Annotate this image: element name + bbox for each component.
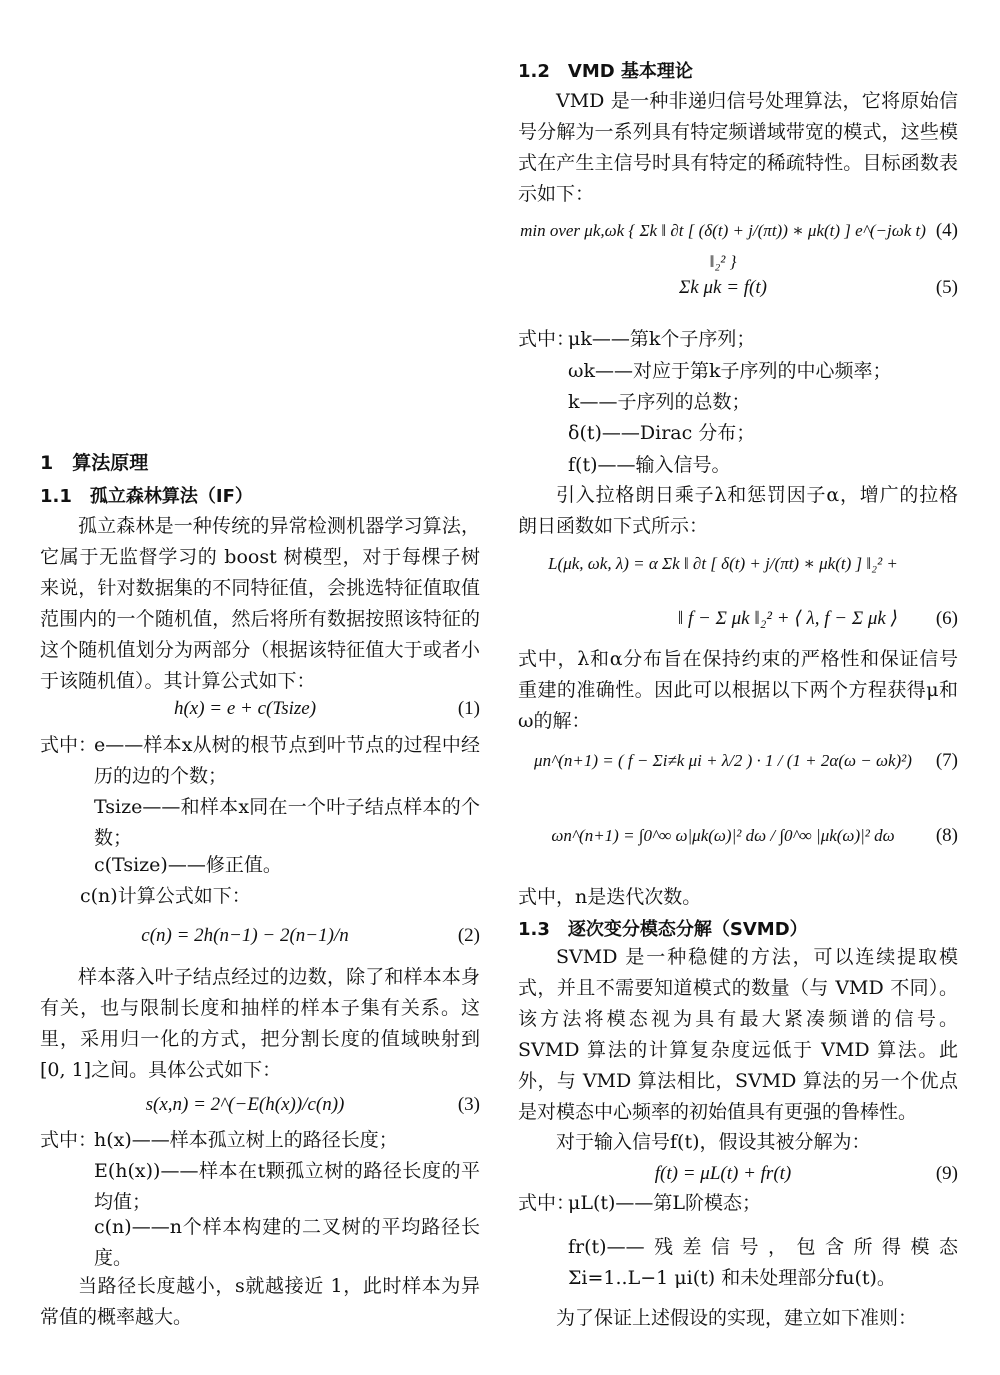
definition-item: E(h(x))——样本在t颗孤立树的路径长度的平均值； xyxy=(94,1160,480,1213)
section-heading-1-1: 1.1 孤立森林算法（IF） xyxy=(40,486,253,507)
equation-5 xyxy=(518,272,958,312)
definition-item: f(t)——输入信号。 xyxy=(568,454,731,476)
equation-6-number: (6) xyxy=(935,608,958,629)
equation-3 xyxy=(40,1089,480,1129)
equation-7-number: (7) xyxy=(935,750,958,771)
where-label: 式中： xyxy=(40,1129,98,1151)
equation-4-number: (4) xyxy=(935,220,958,241)
equation-2 xyxy=(40,920,480,960)
where-label: 式中： xyxy=(518,1192,576,1214)
paragraph-lagrangian: 引入拉格朗日乘子λ和惩罚因子α，增广的拉格朗日函数如下式所示： xyxy=(518,484,958,537)
definition-item: δ(t)——Dirac 分布； xyxy=(568,422,756,444)
definition-item: c(n)——n个样本构建的二叉树的平均路径长度。 xyxy=(94,1216,480,1269)
equation-2-body: c(n) = 2h(n−1) − 2(n−1)/n xyxy=(141,925,349,946)
equation-6-line-1 xyxy=(518,548,958,588)
paragraph-if-intro: 孤立森林是一种传统的异常检测机器学习算法，它属于无监督学习的 boost 树模型，对于每棵子树来说，针对数据集的不同特征值，会挑选特征值取值范围内的一个随机值，然后将所有数据按照该特征的这个随机值划分为两部分（根据该特征值大于或者小于该随机值）。其计算公式如下： xyxy=(40,515,480,692)
iteration-note: 式中，n是迭代次数。 xyxy=(518,886,702,908)
equation-1 xyxy=(40,693,480,733)
definition-item: c(Tsize)——修正值。 xyxy=(94,854,282,876)
section-heading-1-2: 1.2 VMD 基本理论 xyxy=(518,61,693,82)
equation-8-number: (8) xyxy=(935,825,958,846)
equation-3-body: s(x,n) = 2^(−E(h(x))/c(n)) xyxy=(145,1094,345,1115)
equation-6 xyxy=(518,603,958,643)
paragraph-normalization: 样本落入叶子结点经过的边数，除了和样本本身有关，也与限制长度和抽样的样本子集有关系。这里，采用归一化的方式，把分割长度的值域映射到[0, 1]之间。具体公式如下： xyxy=(40,966,480,1081)
equation-8 xyxy=(518,820,958,864)
equation-8-body: ωn^(n+1) = ∫0^∞ ω|μk(ω)|² dω / ∫0^∞ |μk(ω)|² dω xyxy=(551,826,895,845)
paragraph-input-signal: 对于输入信号f(t)，假设其被分解为： xyxy=(556,1131,871,1153)
equation-1-body: h(x) = e + c(Tsize) xyxy=(173,698,317,719)
equation-2-number: (2) xyxy=(457,925,480,946)
equation-4 xyxy=(518,215,958,271)
paragraph-conclusion: 当路径长度越小，s就越接近 1，此时样本为异常值的概率越大。 xyxy=(40,1275,480,1328)
paragraph-constraints: 式中，λ和α分布旨在保持约束的严格性和保证信号重建的准确性。因此可以根据以下两个方程获得μ和ω的解： xyxy=(518,648,958,732)
paragraph-vmd-intro: VMD 是一种非递归信号处理算法，它将原始信号分解为一系列具有特定频谱域带宽的模式，这些模式在产生主信号时具有特定的稀疏特性。目标函数表示如下： xyxy=(518,90,958,205)
where-label: 式中： xyxy=(518,328,576,350)
definition-item: fr(t)——残差信号，包含所得模态 Σi=1..L−1 μi(t) 和未处理部分fu(t)。 xyxy=(568,1236,958,1289)
equation-7 xyxy=(518,745,958,789)
equation-6a-body: L(μk, ωk, λ) = α Σk ‖ ∂t [ δ(t) + j/(πt) ∗ μk(t) ] ‖₂² + xyxy=(548,554,898,573)
definition-item: e——样本x从树的根节点到叶节点的过程中经历的边的个数； xyxy=(94,734,480,787)
equation-6b-body: ‖ f − Σ μk ‖₂² + ⟨ λ, f − Σ μk ⟩ xyxy=(677,608,898,629)
definition-item: h(x)——样本孤立树上的路径长度； xyxy=(94,1129,398,1151)
equation-9-number: (9) xyxy=(935,1163,958,1184)
cn-intro-text: c(n)计算公式如下： xyxy=(80,885,251,907)
equation-4-body: min over μk,ωk { Σk ‖ ∂t [ (δ(t) + j/(πt)) ∗ μk(t) ] e^(−jωk t) ‖₂² } xyxy=(520,221,926,271)
equation-5-number: (5) xyxy=(935,277,958,298)
section-heading-1: 1 算法原理 xyxy=(40,452,149,474)
paragraph-criteria: 为了保证上述假设的实现，建立如下准则： xyxy=(556,1307,918,1329)
definition-item: Tsize——和样本x同在一个叶子结点样本的个数； xyxy=(94,796,480,849)
where-label: 式中： xyxy=(40,734,98,756)
definition-item: μL(t)——第L阶模态； xyxy=(568,1192,762,1214)
definition-item: μk——第k个子序列； xyxy=(568,328,756,350)
definition-item: k——子序列的总数； xyxy=(568,391,751,413)
paragraph-svmd-intro: SVMD 是一种稳健的方法，可以连续提取模式，并且不需要知道模式的数量（与 VMD 不同）。该方法将模态视为具有最大紧凑频谱的信号。SVMD 算法的计算复杂度远低于 VMD 算法。此外，与 VMD 算法相比，SVMD 算法的另一个优点是对模态中心频率的初始值具有更强的鲁棒性。 xyxy=(518,946,958,1123)
equation-1-number: (1) xyxy=(457,698,480,719)
section-heading-1-3: 1.3 逐次变分模态分解（SVMD） xyxy=(518,919,808,940)
equation-7-body: μn^(n+1) = ( f − Σi≠k μi + λ/2 ) · 1 / (1 + 2α(ω − ωk)²) xyxy=(534,751,912,770)
equation-5-body: Σk μk = f(t) xyxy=(679,277,767,298)
equation-9-body: f(t) = μL(t) + fr(t) xyxy=(654,1163,792,1184)
equation-3-number: (3) xyxy=(457,1094,480,1115)
definition-item: ωk——对应于第k子序列的中心频率； xyxy=(568,360,892,382)
